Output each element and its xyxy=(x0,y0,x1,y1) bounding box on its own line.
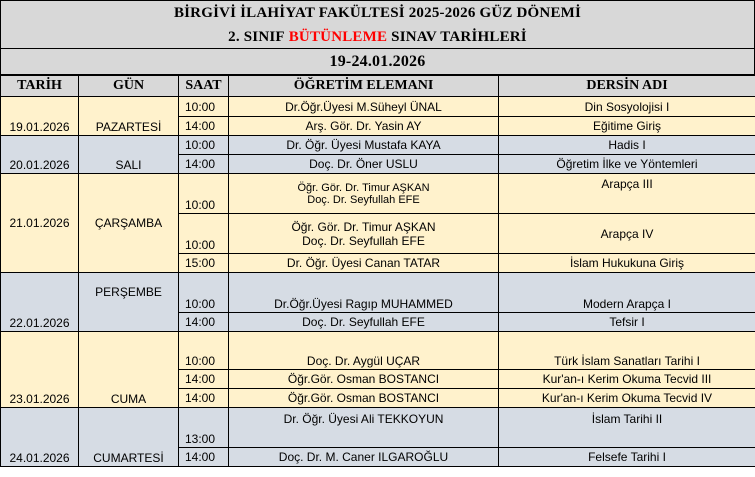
course-cell: Hadis I xyxy=(499,136,755,155)
time-cell: 14:00 xyxy=(179,117,229,136)
faculty-title: BİRGİVİ İLAHİYAT FAKÜLTESİ 2025-2026 GÜZ DÖNEMİ xyxy=(0,0,755,26)
time-cell: 14:00 xyxy=(179,370,229,389)
subtitle-suffix: SINAV TARİHLERİ xyxy=(391,28,527,45)
course-cell: Arapça III xyxy=(499,174,755,214)
table-row xyxy=(1,273,755,313)
col-header-time: SAAT xyxy=(179,76,229,97)
date-cell: 20.01.2026 xyxy=(1,136,79,174)
course-cell: Kur'an-ı Kerim Okuma Tecvid III xyxy=(499,370,755,389)
course-cell: Felsefe Tarihi I xyxy=(499,448,755,467)
course-cell: Tefsir I xyxy=(499,313,755,332)
col-header-date: TARİH xyxy=(1,76,79,97)
table-row xyxy=(1,408,755,448)
date-cell: 23.01.2026 xyxy=(1,332,79,408)
time-cell: 10:00 xyxy=(179,332,229,370)
instructor-cell: Dr.Öğr.Üyesi M.Süheyl ÜNAL xyxy=(229,97,499,117)
instructor-cell: Dr.Öğr.Üyesi Ragıp MUHAMMED xyxy=(229,273,499,313)
date-cell: 21.01.2026 xyxy=(1,174,79,273)
time-cell: 13:00 xyxy=(179,408,229,448)
time-cell: 14:00 xyxy=(179,389,229,408)
table-row xyxy=(1,136,755,155)
instructor-cell: Dr. Öğr. Üyesi Mustafa KAYA xyxy=(229,136,499,155)
day-cell: ÇARŞAMBA xyxy=(79,174,179,273)
time-cell: 15:00 xyxy=(179,254,229,273)
instructor-cell xyxy=(229,174,499,214)
date-cell: 24.01.2026 xyxy=(1,408,79,467)
instructor-name: Öğr. Gör. Dr. Timur AŞKAN xyxy=(291,219,436,234)
table-row xyxy=(1,174,755,214)
day-cell: SALI xyxy=(79,136,179,174)
course-cell: Kur'an-ı Kerim Okuma Tecvid IV xyxy=(499,389,755,408)
table-header-row xyxy=(1,76,755,97)
subtitle-highlight: BÜTÜNLEME xyxy=(288,28,388,45)
instructor-cell: Doç. Dr. Aygül UÇAR xyxy=(229,332,499,370)
time-cell: 10:00 xyxy=(179,97,229,117)
date-cell: 22.01.2026 xyxy=(1,273,79,332)
col-header-course: DERSİN ADI xyxy=(499,76,755,97)
instructor-cell xyxy=(229,214,499,254)
col-header-instructor: ÖĞRETİM ELEMANI xyxy=(229,76,499,97)
instructor-cell: Arş. Gör. Dr. Yasin AY xyxy=(229,117,499,136)
instructor-cell: Doç. Dr. Öner USLU xyxy=(229,155,499,174)
course-cell: İslam Tarihi II xyxy=(499,408,755,448)
instructor-cell: Öğr.Gör. Osman BOSTANCI xyxy=(229,370,499,389)
time-cell: 10:00 xyxy=(179,214,229,254)
table-row xyxy=(1,97,755,117)
course-cell: Öğretim İlke ve Yöntemleri xyxy=(499,155,755,174)
instructor-cell: Öğr.Gör. Osman BOSTANCI xyxy=(229,389,499,408)
time-cell: 14:00 xyxy=(179,448,229,467)
time-cell: 10:00 xyxy=(179,174,229,214)
day-cell: PAZARTESİ xyxy=(79,97,179,136)
instructor-cell: Dr. Öğr. Üyesi Ali TEKKOYUN xyxy=(229,408,499,448)
instructor-cell: Doç. Dr. M. Caner ILGAROĞLU xyxy=(229,448,499,467)
schedule-subtitle xyxy=(0,26,755,49)
time-cell: 10:00 xyxy=(179,273,229,313)
date-cell: 19.01.2026 xyxy=(1,97,79,136)
time-cell: 10:00 xyxy=(179,136,229,155)
time-cell: 14:00 xyxy=(179,155,229,174)
time-cell: 14:00 xyxy=(179,313,229,332)
instructor-cell: Dr. Öğr. Üyesi Canan TATAR xyxy=(229,254,499,273)
course-cell: Arapça IV xyxy=(499,214,755,254)
date-range: 19-24.01.2026 xyxy=(0,49,755,75)
course-cell: İslam Hukukuna Giriş xyxy=(499,254,755,273)
table-row xyxy=(1,332,755,370)
day-cell: CUMA xyxy=(79,332,179,408)
instructor-name-2: Doç. Dr. Seyfullah EFE xyxy=(302,233,425,248)
course-cell: Modern Arapça I xyxy=(499,273,755,313)
course-cell: Din Sosyolojisi I xyxy=(499,97,755,117)
instructor-cell: Doç. Dr. Seyfullah EFE xyxy=(229,313,499,332)
day-cell: PERŞEMBE xyxy=(79,273,179,332)
subtitle-prefix: 2. SINIF xyxy=(228,28,285,45)
day-cell: CUMARTESİ xyxy=(79,408,179,467)
course-cell: Eğitime Giriş xyxy=(499,117,755,136)
course-cell: Türk İslam Sanatları Tarihi I xyxy=(499,332,755,370)
instructor-name-2: Doç. Dr. Seyfullah EFE xyxy=(307,193,420,206)
col-header-day: GÜN xyxy=(79,76,179,97)
exam-table xyxy=(0,75,755,467)
instructor-name: Öğr. Gör. Dr. Timur AŞKAN xyxy=(297,181,430,194)
